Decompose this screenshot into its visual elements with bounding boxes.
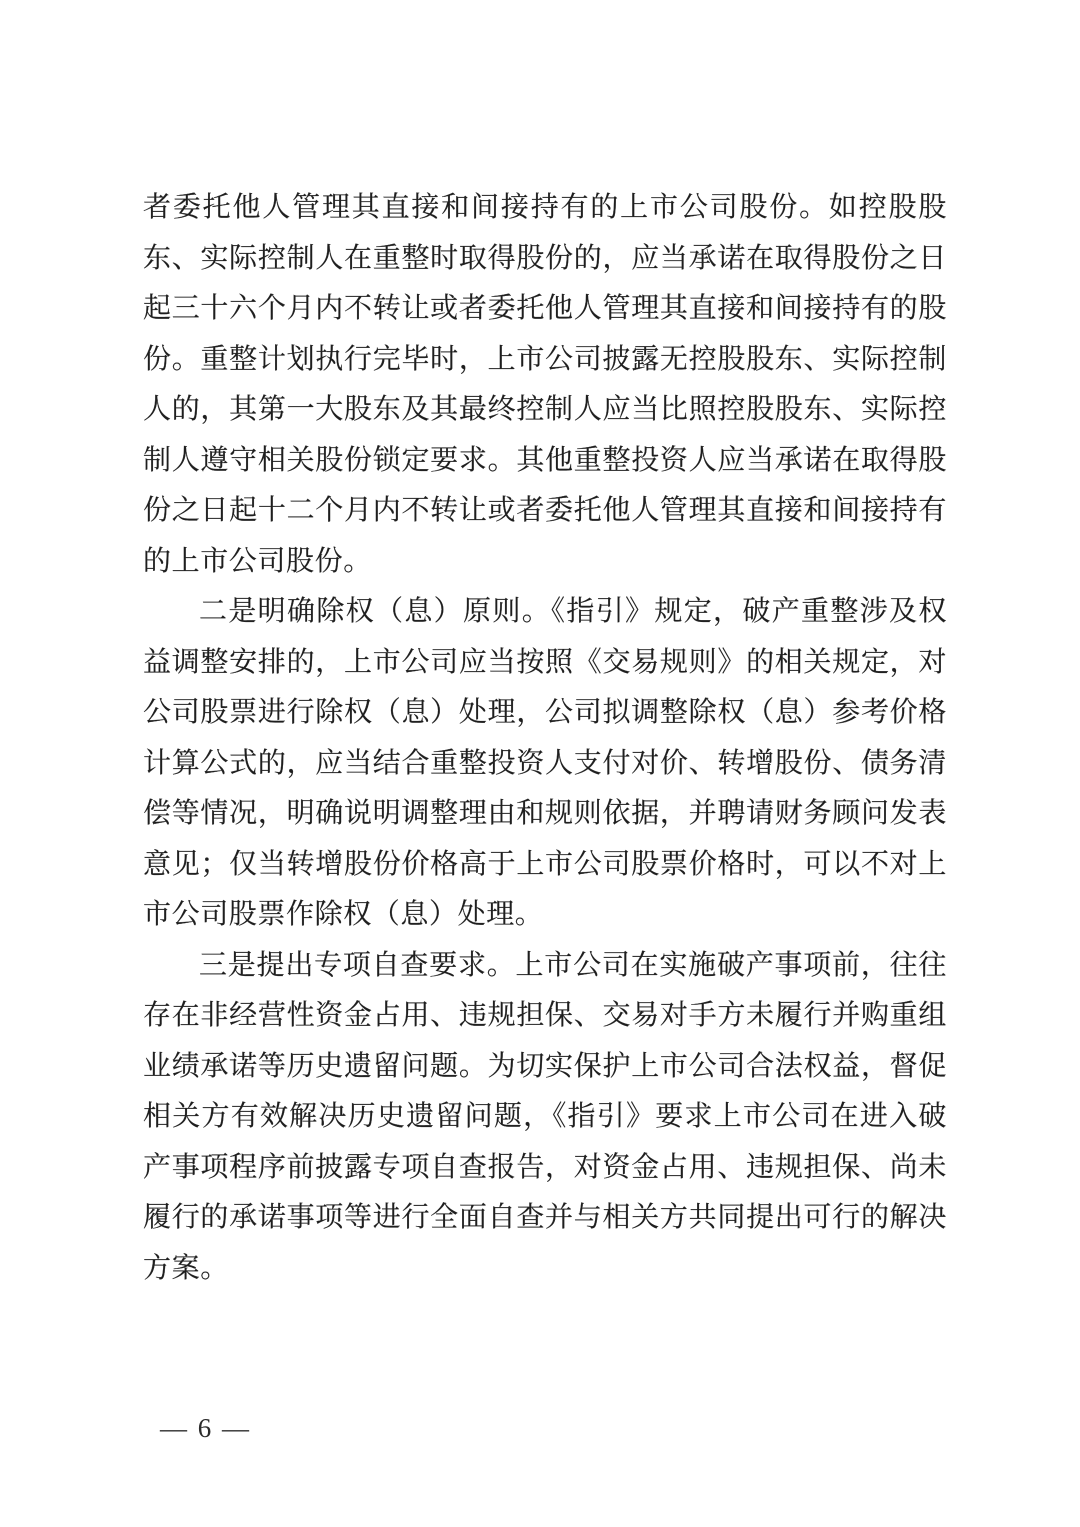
document-body [143, 183, 947, 1294]
paragraph-point-two: 二是明确除权（息）原则。《指引》规定，破产重整涉及权益调整安排的，上市公司应当按照《交易规则》的相关规定，对公司股票进行除权（息）处理，公司拟调整除权（息）参考价格计算公式的，应当结合重整投资人支付对价、转增股份、债务清偿等情况，明确说明调整理由和规则依据，并聘请财务顾问发表意见；仅当转增股份价格高于上市公司股票价格时，可以不对上市公司股票作除权（息）处理。 [143, 596, 947, 930]
paragraph-point-three: 三是提出专项自查要求。上市公司在实施破产事项前，往往存在非经营性资金占用、违规担保、交易对手方未履行并购重组业绩承诺等历史遗留问题。为切实保护上市公司合法权益，督促相关方有效解决历史遗留问题，《指引》要求上市公司在进入破产事项程序前披露专项自查报告，对资金占用、违规担保、尚未履行的承诺事项等进行全面自查并与相关方共同提出可行的解决方案。 [143, 949, 947, 1284]
paragraph-continuation: 者委托他人管理其直接和间接持有的上市公司股份。如控股股东、实际控制人在重整时取得股份的，应当承诺在取得股份之日起三十六个月内不转让或者委托他人管理其直接和间接持有的股份。重整计划执行完毕时，上市公司披露无控股股东、实际控制人的，其第一大股东及其最终控制人应当比照控股股东、实际控制人遵守相关股份锁定要求。其他重整投资人应当承诺在取得股份之日起十二个月内不转让或者委托他人管理其直接和间接持有的上市公司股份。 [143, 192, 947, 577]
page-number: — 6 — [160, 1413, 251, 1443]
